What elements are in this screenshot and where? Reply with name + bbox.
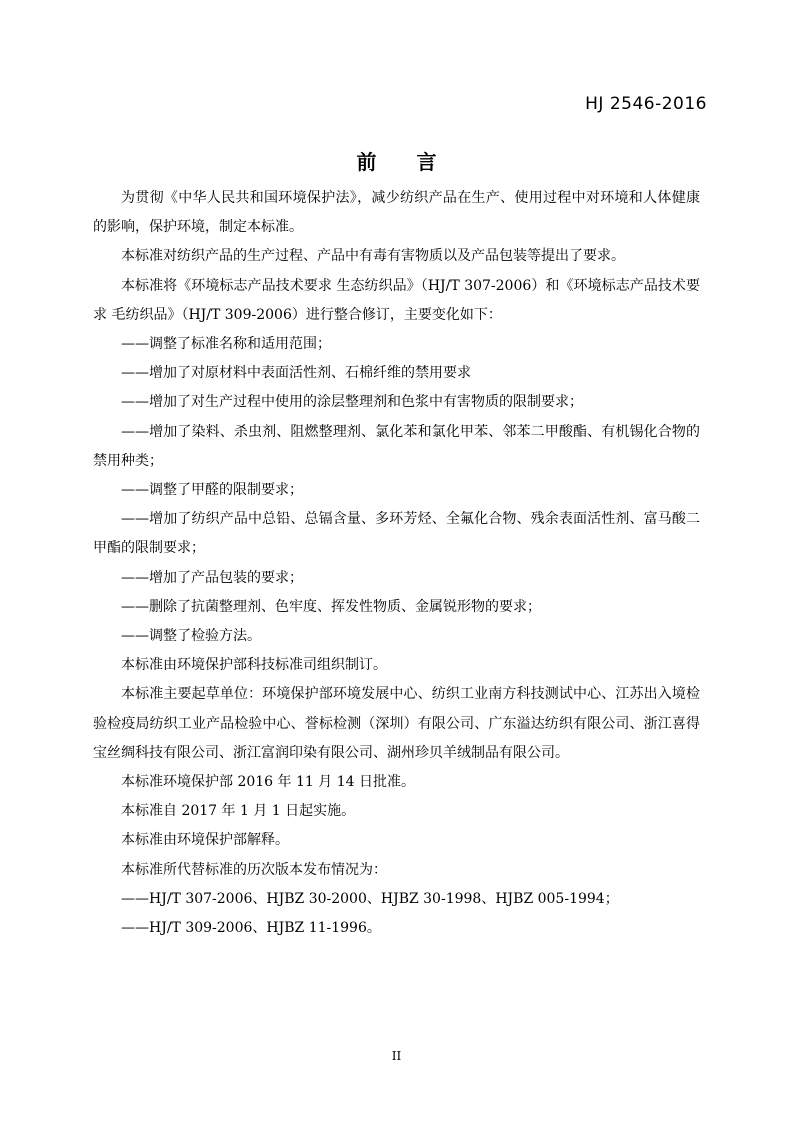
paragraph-purpose: 为贯彻《中华人民共和国环境保护法》，减少纺织产品在生产、使用过程中对环境和人体健康的影响，保护环境，制定本标准。 — [93, 190, 700, 236]
change-item: ——调整了检验方法。 — [121, 628, 261, 645]
paragraph-organizer: 本标准由环境保护部科技标准司组织制订。 — [121, 657, 387, 674]
page-number: II — [391, 1049, 402, 1063]
paragraph-drafters: 本标准主要起草单位：环境保护部环境发展中心、纺织工业南方科技测试中心、江苏出入境检验检疫局纺织工业产品检验中心、誉标检测（深圳）有限公司、广东溢达纺织有限公司、浙江喜得宝丝绸科技有限公司、浙江富润印染有限公司、湖州珍贝羊绒制品有限公司。 — [93, 686, 700, 761]
title-char-1: 前 — [356, 150, 377, 174]
change-item: ——调整了标准名称和适用范围； — [121, 336, 331, 353]
change-item: ——增加了纺织产品中总铅、总镉含量、多环芳烃、全氟化合物、残余表面活性剂、富马酸二甲酯的限制要求； — [93, 511, 700, 557]
history-item: ——HJ/T 309-2006、HJBZ 11-1996。 — [121, 920, 381, 937]
paragraph-approval: 本标准环境保护部 2016 年 11 月 14 日批准。 — [121, 774, 415, 791]
foreword-body — [93, 184, 700, 943]
paragraph-interpretation: 本标准由环境保护部解释。 — [121, 832, 289, 849]
change-item: ——增加了染料、杀虫剂、阻燃整理剂、氯化苯和氯化甲苯、邻苯二甲酸酯、有机锡化合物的禁用种类； — [93, 423, 700, 469]
paragraph-scope: 本标准对纺织产品的生产过程、产品中有毒有害物质以及产品包装等提出了要求。 — [121, 248, 625, 265]
change-item: ——增加了产品包装的要求； — [121, 569, 303, 586]
change-item: ——调整了甲醛的限制要求； — [121, 482, 303, 499]
change-item: ——增加了对原材料中表面活性剂、石棉纤维的禁用要求 — [121, 365, 471, 382]
standard-code: HJ 2546-2016 — [585, 94, 707, 114]
history-item: ——HJ/T 307-2006、HJBZ 30-2000、HJBZ 30-1998、HJBZ 005-1994； — [121, 890, 619, 907]
page-title — [0, 146, 793, 175]
paragraph-history: 本标准所代替标准的历次版本发布情况为： — [121, 861, 387, 878]
paragraph-revision: 本标准将《环境标志产品技术要求 生态纺织品》（HJ/T 307-2006）和《环境标志产品技术要求 毛纺织品》（HJ/T 309-2006）进行整合修订，主要变化如下： — [93, 277, 700, 323]
title-char-2: 言 — [416, 150, 437, 174]
change-item: ——删除了抗菌整理剂、色牢度、挥发性物质、金属锐形物的要求； — [121, 598, 541, 615]
change-item: ——增加了对生产过程中使用的涂层整理剂和色浆中有害物质的限制要求； — [121, 394, 583, 411]
paragraph-effective: 本标准自 2017 年 1 月 1 日起实施。 — [121, 803, 356, 820]
